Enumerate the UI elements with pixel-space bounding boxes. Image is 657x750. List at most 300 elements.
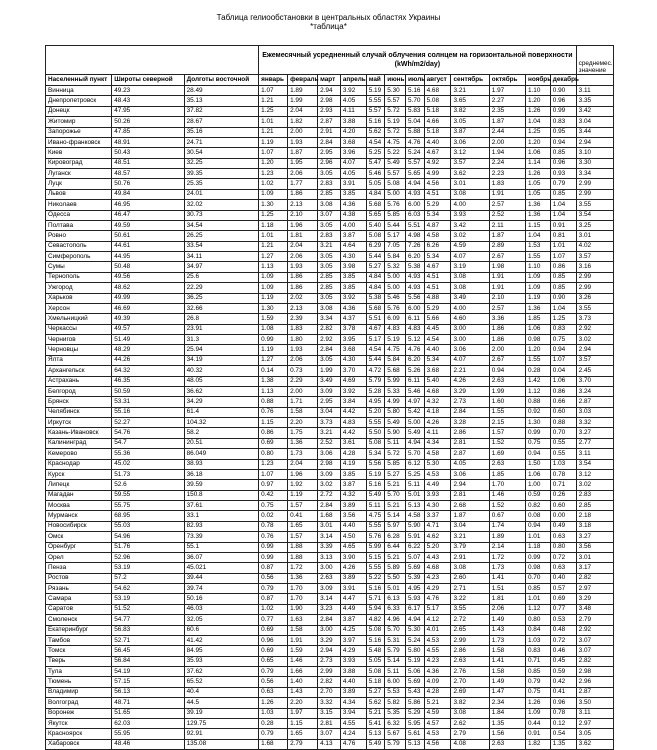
average-cell: 3.11 <box>576 86 613 96</box>
average-cell: 3.30 <box>576 158 613 168</box>
value-cell: 2.60 <box>451 573 489 583</box>
value-cell: 1.18 <box>259 220 288 230</box>
value-cell: 4.93 <box>405 189 424 199</box>
value-cell: 0.76 <box>259 532 288 542</box>
average-cell: 3.16 <box>576 262 613 272</box>
value-cell: 129.75 <box>184 718 259 728</box>
column-header: март <box>318 75 341 86</box>
value-cell: 3.05 <box>318 355 341 365</box>
value-cell: 0.42 <box>259 490 288 500</box>
value-cell: 1.01 <box>259 231 288 241</box>
value-cell: 0.91 <box>550 220 576 230</box>
value-cell: 2.79 <box>288 739 318 749</box>
value-cell: 3.91 <box>340 179 366 189</box>
header-blank-cell <box>46 46 259 75</box>
value-cell: 62.03 <box>112 718 184 728</box>
value-cell: 51.76 <box>112 542 184 552</box>
value-cell: 0.94 <box>550 345 576 355</box>
value-cell: 34.54 <box>184 220 259 230</box>
value-cell: 0.85 <box>550 272 576 282</box>
value-cell: 5.80 <box>405 646 424 656</box>
value-cell: 3.82 <box>451 106 489 116</box>
value-cell: 4.40 <box>424 137 451 147</box>
city-cell: Омск <box>46 532 112 542</box>
value-cell: 5.16 <box>366 584 385 594</box>
value-cell: 1.36 <box>288 438 318 448</box>
value-cell: 4.67 <box>424 148 451 158</box>
value-cell: 3.05 <box>318 169 341 179</box>
value-cell: 5.22 <box>385 148 406 158</box>
city-cell: Ялта <box>46 355 112 365</box>
value-cell: 1.09 <box>525 708 550 718</box>
average-cell: 3.12 <box>576 469 613 479</box>
value-cell: 34.11 <box>184 252 259 262</box>
value-cell: 2.87 <box>318 117 341 127</box>
city-cell: Львов <box>46 189 112 199</box>
table-row <box>46 397 614 407</box>
value-cell: 2.35 <box>489 106 525 116</box>
value-cell: 1.83 <box>489 179 525 189</box>
value-cell: 5.34 <box>424 355 451 365</box>
value-cell: 3.68 <box>340 137 366 147</box>
average-cell: 2.18 <box>576 511 613 521</box>
value-cell: 1.01 <box>525 594 550 604</box>
value-cell: 1.81 <box>288 231 318 241</box>
average-cell: 3.48 <box>576 604 613 614</box>
value-cell: 3.89 <box>340 501 366 511</box>
value-cell: 1.73 <box>489 635 525 645</box>
value-cell: 0.92 <box>525 407 550 417</box>
column-header: апрель <box>340 75 366 86</box>
value-cell: 4.43 <box>424 552 451 562</box>
table-row <box>46 231 614 241</box>
value-cell: 5.08 <box>366 438 385 448</box>
table-row <box>46 210 614 220</box>
value-cell: 2.96 <box>318 158 341 168</box>
value-cell: 0.57 <box>550 584 576 594</box>
value-cell: 5.19 <box>366 469 385 479</box>
value-cell: 5.99 <box>366 542 385 552</box>
value-cell: 1.15 <box>259 418 288 428</box>
value-cell: 0.99 <box>550 106 576 116</box>
value-cell: 4.67 <box>424 262 451 272</box>
value-cell: 2.81 <box>451 438 489 448</box>
value-cell: 35.16 <box>184 127 259 137</box>
value-cell: 5.11 <box>385 667 406 677</box>
value-cell: 1.49 <box>489 615 525 625</box>
value-cell: 1.87 <box>489 231 525 241</box>
table-row <box>46 739 614 749</box>
value-cell: 5.17 <box>424 604 451 614</box>
value-cell: 1.38 <box>259 376 288 386</box>
value-cell: 1.97 <box>288 708 318 718</box>
value-cell: 4.99 <box>424 169 451 179</box>
value-cell: 1.83 <box>288 324 318 334</box>
value-cell: 1.23 <box>259 459 288 469</box>
column-header: декабрь <box>550 75 576 86</box>
average-cell: 3.11 <box>576 449 613 459</box>
value-cell: 4.00 <box>451 200 489 210</box>
value-cell: 5.31 <box>385 635 406 645</box>
table-row <box>46 117 614 127</box>
value-cell: 1.18 <box>525 542 550 552</box>
value-cell: 150.8 <box>184 490 259 500</box>
value-cell: 6.09 <box>385 314 406 324</box>
value-cell: 4.54 <box>424 335 451 345</box>
value-cell: 1.21 <box>259 96 288 106</box>
value-cell: 0.04 <box>550 366 576 376</box>
city-cell: Киев <box>46 148 112 158</box>
average-cell: 3.70 <box>576 376 613 386</box>
value-cell: 0.94 <box>550 137 576 147</box>
value-cell: 1.69 <box>489 449 525 459</box>
value-cell: 4.38 <box>340 210 366 220</box>
value-cell: 4.51 <box>424 272 451 282</box>
value-cell: 0.96 <box>550 158 576 168</box>
table-row <box>46 169 614 179</box>
average-cell: 3.57 <box>576 252 613 262</box>
value-cell: 2.84 <box>318 615 341 625</box>
value-cell: 5.69 <box>405 677 424 687</box>
value-cell: 2.15 <box>489 418 525 428</box>
city-cell: Магадан <box>46 490 112 500</box>
value-cell: 1.88 <box>288 542 318 552</box>
value-cell: 5.38 <box>366 293 385 303</box>
value-cell: 39.74 <box>184 584 259 594</box>
value-cell: 30.54 <box>184 148 259 158</box>
value-cell: 1.57 <box>489 428 525 438</box>
city-cell: Ровно <box>46 231 112 241</box>
value-cell: 3.87 <box>340 615 366 625</box>
table-row <box>46 687 614 697</box>
value-cell: 1.21 <box>259 241 288 251</box>
average-cell: 3.26 <box>576 293 613 303</box>
value-cell: 0.56 <box>259 573 288 583</box>
value-cell: 5.16 <box>405 86 424 96</box>
value-cell: 1.46 <box>489 490 525 500</box>
table-row <box>46 594 614 604</box>
value-cell: 5.08 <box>366 667 385 677</box>
value-cell: 4.60 <box>451 314 489 324</box>
value-cell: 4.94 <box>405 179 424 189</box>
column-header-row <box>46 75 614 86</box>
value-cell: 35.93 <box>184 656 259 666</box>
value-cell: 5.24 <box>405 148 424 158</box>
value-cell: 1.59 <box>288 646 318 656</box>
value-cell: 2.21 <box>451 366 489 376</box>
value-cell: 55.1 <box>184 542 259 552</box>
value-cell: 1.07 <box>550 355 576 365</box>
value-cell: 24.01 <box>184 189 259 199</box>
average-cell: 2.83 <box>576 490 613 500</box>
value-cell: 0.98 <box>525 335 550 345</box>
value-cell: 1.68 <box>259 739 288 749</box>
value-cell: 4.01 <box>424 625 451 635</box>
table-row <box>46 324 614 334</box>
column-header: февраль <box>288 75 318 86</box>
value-cell: 64.32 <box>112 366 184 376</box>
value-cell: 5.14 <box>385 511 406 521</box>
value-cell: 3.21 <box>318 241 341 251</box>
value-cell: 4.98 <box>405 231 424 241</box>
value-cell: 5.40 <box>366 220 385 230</box>
value-cell: 0.81 <box>550 231 576 241</box>
value-cell: 2.63 <box>489 739 525 749</box>
value-cell: 0.86 <box>259 428 288 438</box>
value-cell: 0.67 <box>489 511 525 521</box>
value-cell: 0.46 <box>550 646 576 656</box>
value-cell: 0.85 <box>550 148 576 158</box>
average-cell: 2.99 <box>576 283 613 293</box>
value-cell: 54.96 <box>112 532 184 542</box>
value-cell: 1.50 <box>525 459 550 469</box>
value-cell: 2.81 <box>451 490 489 500</box>
value-cell: 2.91 <box>318 127 341 137</box>
value-cell: 5.57 <box>405 158 424 168</box>
value-cell: 5.11 <box>405 480 424 490</box>
value-cell: 3.62 <box>451 169 489 179</box>
value-cell: 1.90 <box>288 604 318 614</box>
value-cell: 49.57 <box>112 324 184 334</box>
value-cell: 2.06 <box>489 604 525 614</box>
value-cell: 1.06 <box>525 469 550 479</box>
value-cell: 1.77 <box>288 179 318 189</box>
value-cell: 45.02 <box>112 459 184 469</box>
value-cell: 56.45 <box>112 646 184 656</box>
value-cell: 1.55 <box>525 355 550 365</box>
value-cell: 4.19 <box>340 459 366 469</box>
value-cell: 1.04 <box>525 231 550 241</box>
value-cell: 50.61 <box>112 231 184 241</box>
value-cell: 0.85 <box>525 667 550 677</box>
value-cell: 25.6 <box>184 272 259 282</box>
average-cell: 3.55 <box>576 200 613 210</box>
value-cell: 1.70 <box>489 480 525 490</box>
value-cell: 1.13 <box>259 386 288 396</box>
value-cell: 4.97 <box>405 397 424 407</box>
value-cell: 92.91 <box>184 729 259 739</box>
value-cell: 4.09 <box>424 677 451 687</box>
value-cell: 1.20 <box>525 96 550 106</box>
value-cell: 3.00 <box>451 324 489 334</box>
value-cell: 2.68 <box>451 501 489 511</box>
value-cell: 6.17 <box>405 604 424 614</box>
value-cell: 5.39 <box>405 573 424 583</box>
value-cell: 5.19 <box>405 656 424 666</box>
average-cell: 3.55 <box>576 303 613 313</box>
value-cell: 7.05 <box>385 241 406 251</box>
value-cell: 5.85 <box>385 459 406 469</box>
value-cell: 4.84 <box>366 189 385 199</box>
column-header: Населенный пункт <box>46 75 112 86</box>
value-cell: 4.62 <box>424 532 451 542</box>
average-cell: 3.18 <box>576 521 613 531</box>
value-cell: 1.01 <box>259 117 288 127</box>
value-cell: 2.73 <box>451 397 489 407</box>
value-cell: 0.76 <box>259 407 288 417</box>
value-cell: 1.01 <box>525 532 550 542</box>
value-cell: 5.34 <box>424 210 451 220</box>
value-cell: 1.20 <box>259 158 288 168</box>
value-cell: 4.45 <box>424 324 451 334</box>
value-cell: 3.92 <box>340 386 366 396</box>
value-cell: 5.12 <box>405 335 424 345</box>
value-cell: 0.77 <box>550 604 576 614</box>
value-cell: 3.49 <box>318 376 341 386</box>
city-cell: Хабаровск <box>46 739 112 749</box>
value-cell: 5.56 <box>405 293 424 303</box>
value-cell: 1.92 <box>288 480 318 490</box>
city-cell: Одесса <box>46 210 112 220</box>
value-cell: 4.30 <box>424 501 451 511</box>
value-cell: 6.03 <box>405 210 424 220</box>
value-cell: 3.65 <box>451 96 489 106</box>
table-row <box>46 584 614 594</box>
value-cell: 2.52 <box>489 210 525 220</box>
value-cell: 37.61 <box>184 501 259 511</box>
average-cell: 2.99 <box>576 189 613 199</box>
value-cell: 5.55 <box>366 563 385 573</box>
table-row <box>46 677 614 687</box>
value-cell: 3.08 <box>318 303 341 313</box>
value-cell: 0.96 <box>550 96 576 106</box>
value-cell: 2.94 <box>318 86 341 96</box>
value-cell: 0.98 <box>525 563 550 573</box>
value-cell: 54.19 <box>112 667 184 677</box>
city-cell: Владимир <box>46 687 112 697</box>
value-cell: 4.05 <box>340 169 366 179</box>
city-cell: Смоленск <box>46 615 112 625</box>
value-cell: 0.87 <box>259 594 288 604</box>
average-cell: 2.99 <box>576 179 613 189</box>
table-body <box>46 86 614 750</box>
value-cell: 0.83 <box>550 117 576 127</box>
average-cell: 2.94 <box>576 137 613 147</box>
city-cell: Мурманск <box>46 511 112 521</box>
value-cell: 5.11 <box>366 501 385 511</box>
value-cell: 4.99 <box>385 397 406 407</box>
value-cell: 0.69 <box>259 438 288 448</box>
value-cell: 4.05 <box>451 459 489 469</box>
value-cell: 3.08 <box>451 189 489 199</box>
value-cell: 2.85 <box>318 283 341 293</box>
value-cell: 5.25 <box>405 469 424 479</box>
city-cell: Якутск <box>46 718 112 728</box>
value-cell: 3.56 <box>340 511 366 521</box>
value-cell: 1.85 <box>525 314 550 324</box>
value-cell: 1.88 <box>288 552 318 562</box>
value-cell: 0.79 <box>259 729 288 739</box>
value-cell: 4.11 <box>424 428 451 438</box>
value-cell: 0.93 <box>550 169 576 179</box>
value-cell: 0.85 <box>525 584 550 594</box>
value-cell: 1.03 <box>550 459 576 469</box>
value-cell: 3.08 <box>451 708 489 718</box>
value-cell: 5.44 <box>366 355 385 365</box>
table-row <box>46 511 614 521</box>
value-cell: 1.09 <box>259 189 288 199</box>
value-cell: 3.93 <box>424 490 451 500</box>
value-cell: 1.14 <box>525 158 550 168</box>
value-cell: 6.20 <box>405 355 424 365</box>
value-cell: 3.23 <box>318 604 341 614</box>
value-cell: 6.26 <box>424 241 451 251</box>
value-cell: 1.55 <box>489 407 525 417</box>
table-row <box>46 718 614 728</box>
value-cell: 1.71 <box>288 397 318 407</box>
city-cell: Луганск <box>46 169 112 179</box>
average-cell: 3.01 <box>576 552 613 562</box>
value-cell: 1.91 <box>489 189 525 199</box>
value-cell: 2.57 <box>489 303 525 313</box>
value-cell: 0.14 <box>259 366 288 376</box>
value-cell: 1.35 <box>489 718 525 728</box>
average-cell: 2.97 <box>576 718 613 728</box>
value-cell: 4.28 <box>424 687 451 697</box>
value-cell: 4.75 <box>385 137 406 147</box>
value-cell: 47.95 <box>112 106 184 116</box>
value-cell: 5.17 <box>385 231 406 241</box>
value-cell: 4.34 <box>424 438 451 448</box>
group-header: Ежемесячный усредненный случай облучения солнцем на горизонтальной поверхности (kWh/m2/day) <box>259 46 577 75</box>
value-cell: 55.16 <box>112 407 184 417</box>
value-cell: 2.20 <box>288 418 318 428</box>
value-cell: 1.96 <box>288 220 318 230</box>
value-cell: 3.05 <box>318 220 341 230</box>
value-cell: 4.58 <box>424 231 451 241</box>
value-cell: 0.56 <box>259 677 288 687</box>
value-cell: 3.06 <box>451 345 489 355</box>
value-cell: 1.58 <box>288 625 318 635</box>
value-cell: 0.40 <box>550 573 576 583</box>
value-cell: 4.84 <box>366 283 385 293</box>
city-cell: Курск <box>46 469 112 479</box>
value-cell: 104.32 <box>184 418 259 428</box>
value-cell: 4.94 <box>405 438 424 448</box>
value-cell: 5.72 <box>385 449 406 459</box>
value-cell: 5.35 <box>385 708 406 718</box>
value-cell: 1.87 <box>451 511 489 521</box>
value-cell: 4.82 <box>366 615 385 625</box>
value-cell: 5.94 <box>366 604 385 614</box>
value-cell: 1.19 <box>259 137 288 147</box>
value-cell: 1.19 <box>288 490 318 500</box>
value-cell: 2.93 <box>318 106 341 116</box>
value-cell: 4.88 <box>424 293 451 303</box>
table-row <box>46 355 614 365</box>
table-row <box>46 252 614 262</box>
value-cell: 5.86 <box>405 698 424 708</box>
value-cell: 6.22 <box>405 542 424 552</box>
value-cell: 5.49 <box>385 158 406 168</box>
value-cell: 1.93 <box>288 137 318 147</box>
value-cell: 3.84 <box>340 397 366 407</box>
value-cell: 2.72 <box>451 615 489 625</box>
value-cell: 1.10 <box>525 86 550 96</box>
value-cell: 3.89 <box>340 573 366 583</box>
value-cell: 3.08 <box>451 563 489 573</box>
city-cell: Днепропетровск <box>46 96 112 106</box>
value-cell: 5.25 <box>366 148 385 158</box>
average-cell: 2.82 <box>576 573 613 583</box>
value-cell: 46.35 <box>112 376 184 386</box>
value-cell: 0.73 <box>288 366 318 376</box>
value-cell: 4.76 <box>424 594 451 604</box>
value-cell: 5.90 <box>405 521 424 531</box>
value-cell: 50.76 <box>112 179 184 189</box>
value-cell: 1.52 <box>489 438 525 448</box>
value-cell: 5.66 <box>424 314 451 324</box>
